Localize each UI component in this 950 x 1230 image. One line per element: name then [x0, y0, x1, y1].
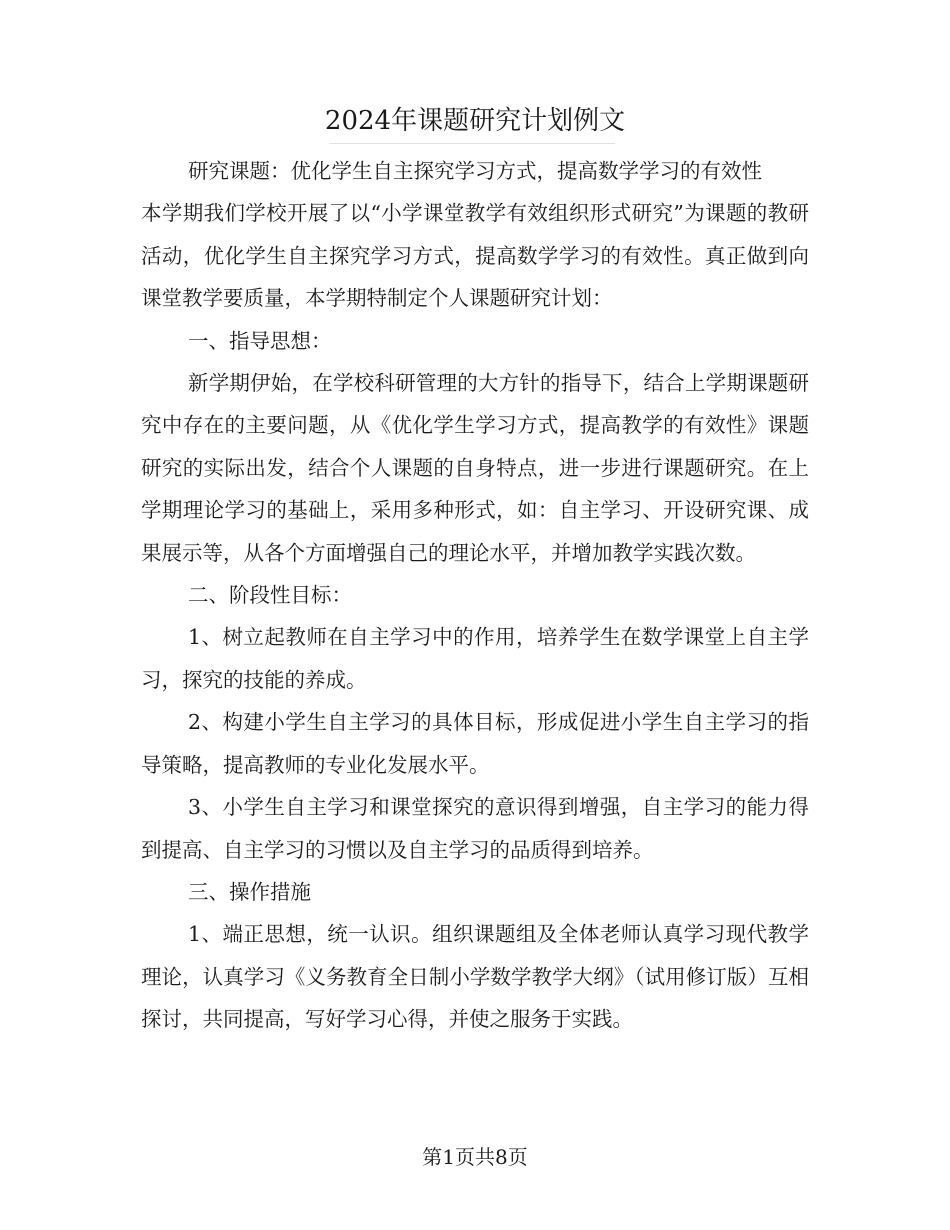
paragraph-guiding-idea: 新学期伊始，在学校科研管理的大方针的指导下，结合上学期课题研究中存在的主要问题，从《优化学生学习方式，提高教学的有效性》课题研究的实际出发，结合个人课题的自身特点，进一步进行课题研究。在上学期理论学习的基础上，采用多种形式，如：自主学习、开设研究课、成果展示等，从各个方面增强自己的理论水平，并增加教学实践次数。: [141, 371, 809, 565]
list-item-goal-2: 2、构建小学生自主学习的具体目标，形成促进小学生自主学习的指导策略，提高教师的专业化发展水平。: [141, 710, 809, 777]
heading-measures: 三、操作措施: [188, 879, 311, 904]
heading-stage-goals: 二、阶段性目标：: [188, 583, 352, 608]
paragraph-intro: 本学期我们学校开展了以“小学课堂教学有效组织形式研究”为课题的教研活动，优化学生自主探究学习方式，提高数学学习的有效性。真正做到向课堂教学要质量，本学期特制定个人课题研究计划：: [141, 201, 809, 311]
heading-guiding-idea: 一、指导思想：: [188, 328, 332, 353]
list-item-goal-1: 1、树立起教师在自主学习中的作用，培养学生在数学课堂上自主学习，探究的技能的养成。: [141, 625, 809, 692]
page-number-footer: 第1页共8页: [422, 1145, 528, 1169]
document-body: [141, 150, 809, 1041]
paragraph-research-topic: 研究课题：优化学生自主探究学习方式，提高数学学习的有效性: [188, 159, 762, 183]
list-item-measure-1: 1、端正思想，统一认识。组织课题组及全体老师认真学习现代教学理论，认真学习《义务教育全日制小学数学教学大纲》（试用修订版）互相探讨，共同提高，写好学习心得，并使之服务于实践。: [141, 922, 809, 1032]
document-title: 2024年课题研究计划例文: [324, 106, 626, 136]
title-divider: [330, 143, 615, 144]
list-item-goal-3: 3、小学生自主学习和课堂探究的意识得到增强，自主学习的能力得到提高、自主学习的习惯以及自主学习的品质得到培养。: [141, 795, 809, 862]
